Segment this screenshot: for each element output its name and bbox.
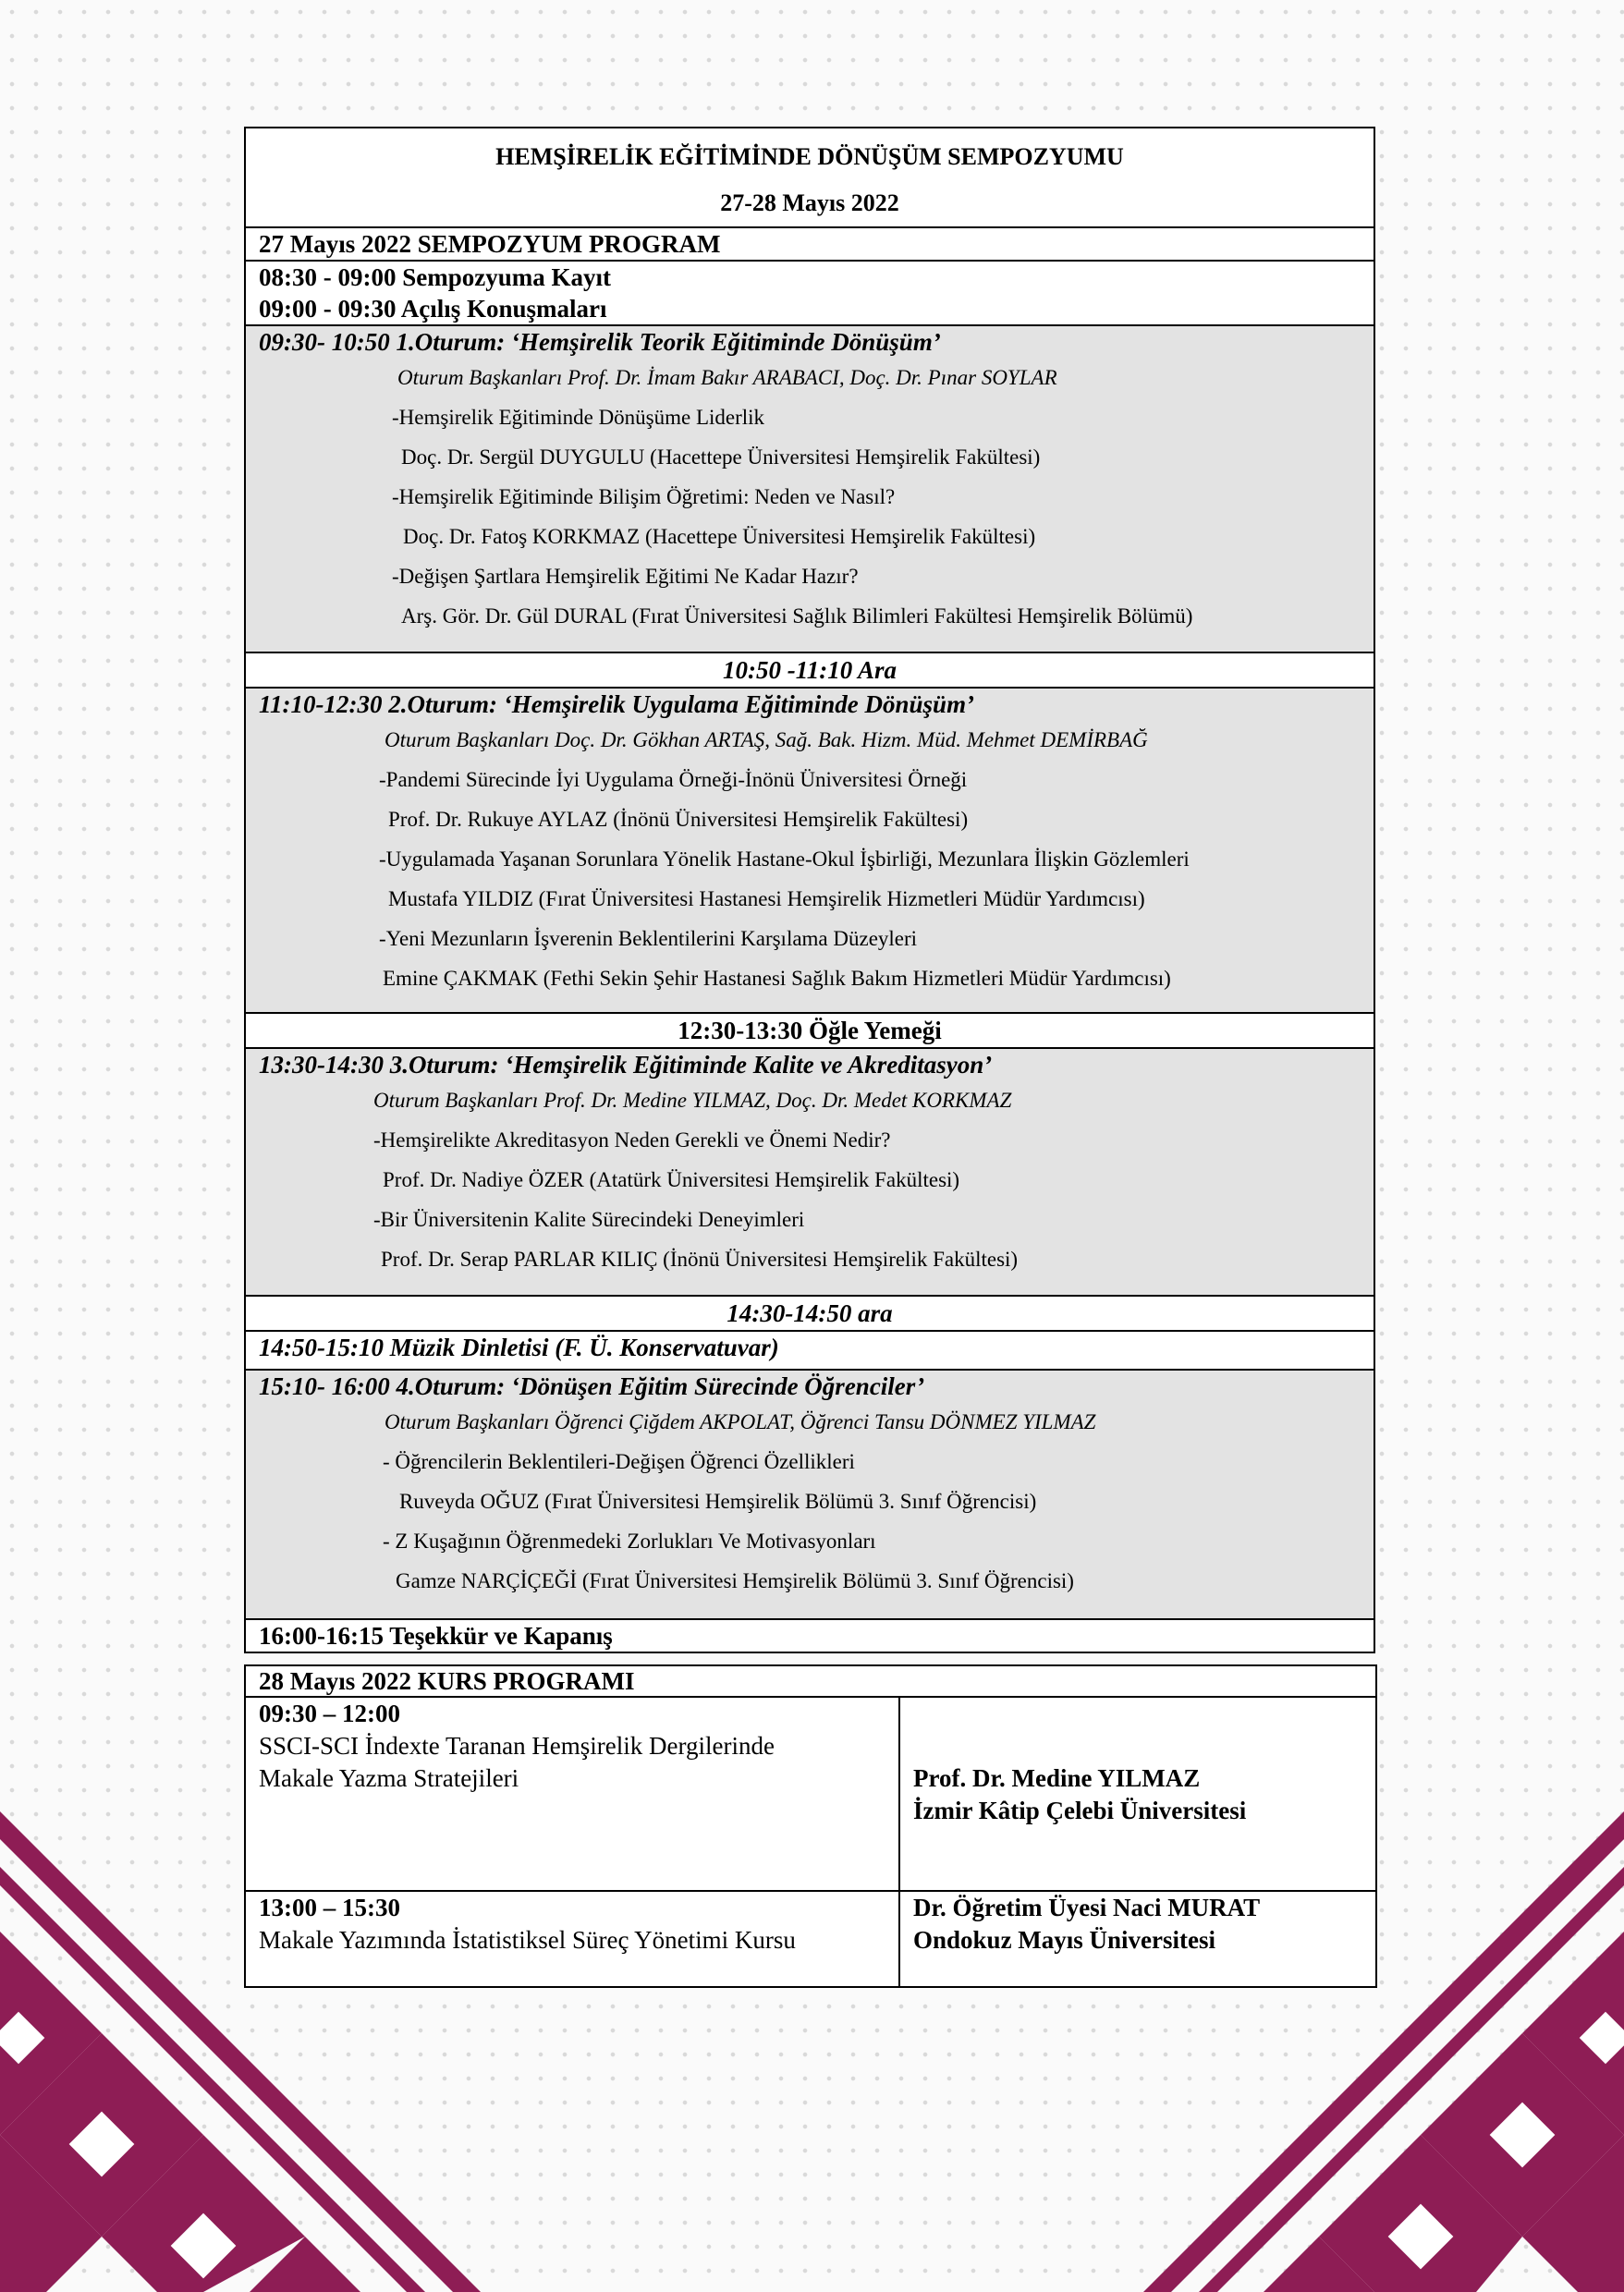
session-1-talk-1: -Hemşirelik Eğitiminde Dönüşüme Liderlik [392,406,765,429]
session-4-title: 15:10- 16:00 4.Oturum: ‘Dönüşen Eğitim Sürecinde Öğrenciler’ [259,1372,925,1400]
session-1-row [245,325,1374,652]
session-3-talk-1: -Hemşirelikte Akreditasyon Neden Gerekli ve Önemi Nedir? [373,1128,891,1152]
course-1-time: 09:30 – 12:00 [259,1700,400,1727]
break-2-row [245,1296,1374,1331]
day1-heading-row [245,227,1374,261]
course-1-info [245,1697,899,1891]
session-2-talk-1: -Pandemi Sürecinde İyi Uygulama Örneği-İnönü Üniversitesi Örneği [379,768,968,791]
day2-heading-row [245,1665,1376,1697]
session-2-cell [245,688,1374,1013]
session-2-speaker-1: Prof. Dr. Rukuye AYLAZ (İnönü Üniversitesi Hemşirelik Fakültesi) [388,808,969,831]
session-3-chairs: Oturum Başkanları Prof. Dr. Medine YILMAZ, Doç. Dr. Medet KORKMAZ [373,1089,1012,1112]
course-1-title-line-1: SSCI-SCI İndexte Taranan Hemşirelik Dergilerinde [259,1732,775,1760]
course-program-table [244,1664,1377,1988]
lunch-break: 12:30-13:30 Öğle Yemeği [245,1013,1374,1048]
session-1-speaker-1: Doç. Dr. Sergül DUYGULU (Hacettepe Üniversitesi Hemşirelik Fakültesi) [401,445,1041,469]
session-2-chairs: Oturum Başkanları Doç. Dr. Gökhan ARTAŞ, Sağ. Bak. Hizm. Müd. Mehmet DEMİRBAĞ [385,728,1148,751]
session-1-speaker-2: Doç. Dr. Fatoş KORKMAZ (Hacettepe Üniversitesi Hemşirelik Fakültesi) [403,525,1036,548]
course-2-time: 13:00 – 15:30 [259,1894,400,1921]
session-4-cell [245,1370,1374,1619]
closing-item: 16:00-16:15 Teşekkür ve Kapanış [245,1619,1374,1652]
session-3-speaker-1: Prof. Dr. Nadiye ÖZER (Atatürk Üniversitesi Hemşirelik Fakültesi) [383,1168,960,1191]
session-1-cell [245,325,1374,652]
registration-item: 08:30 - 09:00 Sempozyuma Kayıt [259,263,611,291]
music-row [245,1331,1374,1370]
header-cell [245,128,1374,227]
session-3-title: 13:30-14:30 3.Oturum: ‘Hemşirelik Eğitiminde Kalite ve Akreditasyon’ [259,1051,993,1079]
session-1-title: 09:30- 10:50 1.Oturum: ‘Hemşirelik Teorik Eğitiminde Dönüşüm’ [259,328,941,356]
symposium-dates: 27-28 Mayıs 2022 [720,189,899,216]
day1-heading: 27 Mayıs 2022 SEMPOZYUM PROGRAM [245,227,1374,261]
course-2-info [245,1891,899,1987]
session-1-chairs: Oturum Başkanları Prof. Dr. İmam Bakır ARABACI, Doç. Dr. Pınar SOYLAR [397,366,1057,389]
course-1-instructor [899,1697,1376,1891]
session-4-talk-1: - Öğrencilerin Beklentileri-Değişen Öğrenci Özellikleri [383,1450,855,1473]
session-3-speaker-2: Prof. Dr. Serap PARLAR KILIÇ (İnönü Üniversitesi Hemşirelik Fakültesi) [381,1248,1019,1271]
session-3-talk-2: -Bir Üniversitenin Kalite Sürecindeki Deneyimleri [373,1208,805,1231]
session-2-row [245,688,1374,1013]
session-4-chairs: Oturum Başkanları Öğrenci Çiğdem AKPOLAT, Öğrenci Tansu DÖNMEZ YILMAZ [385,1410,1096,1433]
session-4-row [245,1370,1374,1619]
closing-row [245,1619,1374,1652]
course-2-title: Makale Yazımında İstatistiksel Süreç Yönetimi Kursu [259,1926,796,1954]
lunch-row [245,1013,1374,1048]
session-2-speaker-2: Mustafa YILDIZ (Fırat Üniversitesi Hastanesi Hemşirelik Hizmetleri Müdür Yardımcısı) [388,887,1145,910]
opening-speeches-item: 09:00 - 09:30 Açılış Konuşmaları [259,295,607,323]
course-1-speaker: Prof. Dr. Medine YILMAZ [913,1764,1201,1792]
header-row [245,128,1374,227]
session-4-speaker-2: Gamze NARÇİÇEĞİ (Fırat Üniversitesi Hemşirelik Bölümü 3. Sınıf Öğrencisi) [396,1569,1074,1592]
break-2: 14:30-14:50 ara [245,1296,1374,1331]
session-4-speaker-1: Ruveyda OĞUZ (Fırat Üniversitesi Hemşirelik Bölümü 3. Sınıf Öğrencisi) [399,1490,1037,1513]
break-1-row [245,652,1374,688]
session-2-speaker-3: Emine ÇAKMAK (Fethi Sekin Şehir Hastanesi Sağlık Bakım Hizmetleri Müdür Yardımcısı) [383,967,1171,990]
day2-heading: 28 Mayıs 2022 KURS PROGRAMI [245,1665,1376,1697]
course-1-title-line-2: Makale Yazma Stratejileri [259,1764,519,1792]
opening-cell [245,261,1374,325]
music-performance: 14:50-15:10 Müzik Dinletisi (F. Ü. Konservatuvar) [245,1331,1374,1370]
course-1-affiliation: İzmir Kâtip Çelebi Üniversitesi [913,1797,1247,1824]
session-1-talk-3: -Değişen Şartlara Hemşirelik Eğitimi Ne Kadar Hazır? [392,565,859,588]
opening-row [245,261,1374,325]
break-1: 10:50 -11:10 Ara [245,652,1374,688]
course-2-speaker: Dr. Öğretim Üyesi Naci MURAT [913,1894,1261,1921]
course-2-affiliation: Ondokuz Mayıs Üniversitesi [913,1926,1216,1954]
session-2-talk-2: -Uygulamada Yaşanan Sorunlara Yönelik Hastane-Okul İşbirliği, Mezunlara İlişkin Gözlemleri [379,847,1190,871]
session-4-talk-2: - Z Kuşağının Öğrenmedeki Zorlukları Ve Motivasyonları [383,1530,876,1553]
symposium-program-table [244,127,1375,1653]
session-3-row [245,1048,1374,1296]
session-1-speaker-3: Arş. Gör. Dr. Gül DURAL (Fırat Üniversitesi Sağlık Bilimleri Fakültesi Hemşirelik Bölümü) [401,604,1193,628]
session-3-cell [245,1048,1374,1296]
course-2-instructor [899,1891,1376,1987]
session-2-talk-3: -Yeni Mezunların İşverenin Beklentilerini Karşılama Düzeyleri [379,927,918,950]
session-2-title: 11:10-12:30 2.Oturum: ‘Hemşirelik Uygulama Eğitiminde Dönüşüm’ [259,690,975,718]
symposium-title: HEMŞİRELİK EĞİTİMİNDE DÖNÜŞÜM SEMPOZYUMU [495,143,1124,170]
course-1-row [245,1697,1376,1891]
course-2-row [245,1891,1376,1987]
session-1-talk-2: -Hemşirelik Eğitiminde Bilişim Öğretimi: Neden ve Nasıl? [392,485,896,508]
